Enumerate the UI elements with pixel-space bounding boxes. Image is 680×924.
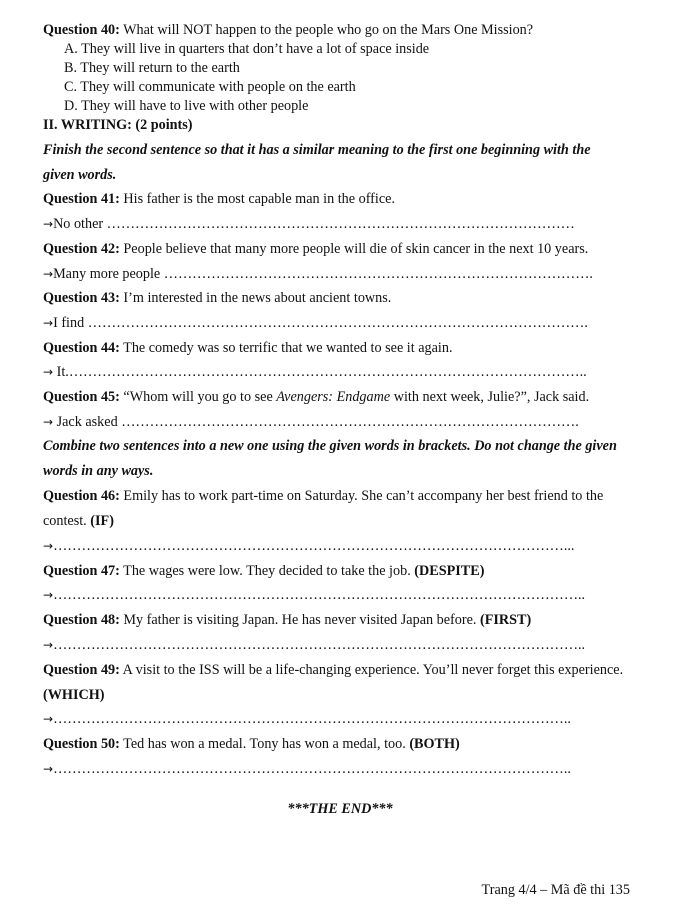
question-text: Ted has won a medal. Tony has won a medal, too.: [119, 736, 410, 752]
question-48: [43, 611, 531, 629]
arrow-icon: →: [43, 539, 54, 553]
question-label: Question 40:: [43, 22, 120, 38]
answer-line-49[interactable]: [43, 710, 579, 728]
keyword: (BOTH): [409, 736, 460, 752]
movie-title: Avengers: Endgame: [276, 389, 391, 405]
answer-line-44[interactable]: [43, 363, 591, 381]
question-text: The comedy was so terrific that we wanted to see it again.: [119, 340, 453, 356]
option-b: B. They will return to the earth: [64, 60, 240, 76]
instruction-1-line-1: Finish the second sentence so that it has a similar meaning to the first one beginning with the: [43, 142, 591, 158]
answer-dots: …………………………………………………………………………………………………..: [53, 637, 586, 653]
answer-line-45[interactable]: [43, 413, 591, 431]
question-text: My father is visiting Japan. He has never visited Japan before.: [119, 612, 480, 628]
answer-dots: …………………………………………………………………………………….: [121, 414, 579, 430]
arrow-icon: →: [43, 316, 54, 330]
question-text: I’m interested in the news about ancient towns.: [119, 290, 392, 306]
option-c: C. They will communicate with people on the earth: [64, 79, 356, 95]
answer-dots: ………………………………………………………………………………………………...: [53, 538, 575, 554]
answer-prompt: I find: [53, 315, 88, 331]
question-label: Question 42:: [43, 241, 120, 257]
arrow-icon: →: [43, 365, 54, 379]
question-41: [43, 190, 395, 208]
answer-line-41[interactable]: [43, 215, 599, 233]
question-label: Question 46:: [43, 488, 120, 504]
answer-line-50[interactable]: [43, 760, 583, 778]
keyword: (DESPITE): [414, 563, 485, 579]
arrow-icon: →: [43, 267, 54, 281]
answer-prompt: Many more people: [53, 266, 164, 282]
question-text: His father is the most capable man in the office.: [119, 191, 395, 207]
arrow-icon: →: [43, 415, 54, 429]
arrow-icon: →: [43, 588, 54, 602]
answer-dots: ………………………………………………………………………………………: [106, 216, 575, 232]
question-label: Question 48:: [43, 612, 120, 628]
answer-dots: ……………………………………………………………………………….: [163, 266, 593, 282]
question-text-end: with next week, Julie?”, Jack said.: [390, 389, 590, 405]
instruction-2-line-1: Combine two sentences into a new one using the given words in brackets. Do not change the given: [43, 438, 617, 454]
the-end: ***THE END***: [287, 801, 393, 817]
question-42: [43, 240, 588, 258]
question-label: Question 44:: [43, 340, 120, 356]
answer-line-48[interactable]: [43, 636, 587, 654]
question-text: The wages were low. They decided to take the job.: [119, 563, 415, 579]
question-44: [43, 339, 453, 357]
answer-line-47[interactable]: [43, 586, 587, 604]
instruction-2-line-2: words in any ways.: [43, 463, 154, 479]
answer-dots: ………………………………………………………………………………………………..: [53, 761, 571, 777]
question-text: Emily has to work part-time on Saturday. She can’t accompany her best friend to the: [119, 488, 604, 504]
question-50: [43, 735, 460, 753]
question-text: “Whom will you go to see: [119, 389, 277, 405]
answer-prompt: No other: [53, 216, 107, 232]
question-label: Question 43:: [43, 290, 120, 306]
answer-dots: …………………………………………………………………………………………….: [87, 315, 588, 331]
option-d: D. They will have to live with other people: [64, 98, 309, 114]
question-47: [43, 562, 484, 580]
answer-line-46[interactable]: [43, 537, 583, 555]
answer-dots: ………………………………………………………………………………………………..: [68, 364, 587, 380]
question-label: Question 50:: [43, 736, 120, 752]
answer-prompt: Jack asked: [53, 414, 122, 430]
keyword: (WHICH): [43, 687, 105, 703]
question-43: [43, 289, 391, 307]
arrow-icon: →: [43, 217, 54, 231]
question-label: Question 45:: [43, 389, 120, 405]
keyword: (IF): [90, 513, 114, 529]
answer-line-42[interactable]: [43, 265, 594, 283]
page-footer: Trang 4/4 – Mã đề thi 135: [481, 882, 630, 898]
question-40: [43, 21, 533, 39]
answer-dots: ………………………………………………………………………………………………..: [53, 711, 571, 727]
question-45: [43, 388, 589, 406]
question-label: Question 41:: [43, 191, 120, 207]
keyword: (FIRST): [479, 612, 532, 628]
question-49: [43, 661, 623, 679]
arrow-icon: →: [43, 638, 54, 652]
question-46-line-2: [43, 512, 114, 530]
arrow-icon: →: [43, 762, 54, 776]
answer-prompt: It.: [53, 364, 69, 380]
question-label: Question 49:: [43, 662, 120, 678]
option-a: A. They will live in quarters that don’t have a lot of space inside: [64, 41, 430, 57]
question-text: People believe that many more people will die of skin cancer in the next 10 years.: [119, 241, 589, 257]
question-text: contest.: [43, 513, 91, 529]
answer-dots: …………………………………………………………………………………………………..: [53, 587, 586, 603]
answer-line-43[interactable]: [43, 314, 588, 332]
question-text: What will NOT happen to the people who go on the Mars One Mission?: [119, 22, 534, 38]
question-label: Question 47:: [43, 563, 120, 579]
instruction-1-line-2: given words.: [43, 167, 117, 183]
question-text: A visit to the ISS will be a life-changing experience. You’ll never forget this experience.: [119, 662, 624, 678]
arrow-icon: →: [43, 712, 54, 726]
question-46: [43, 487, 603, 505]
section-heading: II. WRITING: (2 points): [43, 117, 193, 133]
